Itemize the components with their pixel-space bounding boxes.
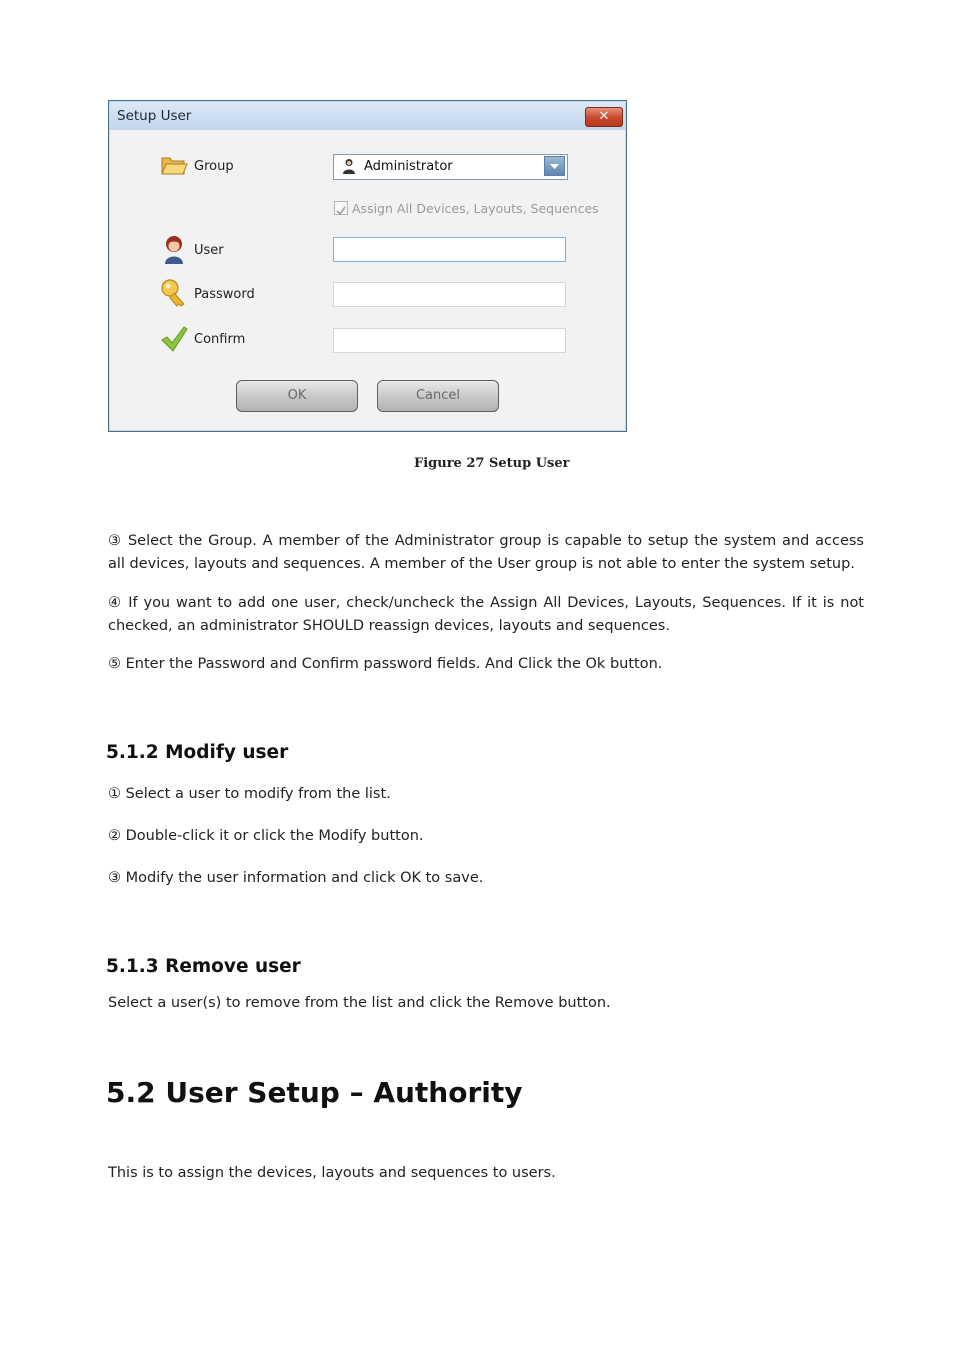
- checkmark-icon: [160, 326, 188, 352]
- folder-icon: [160, 154, 188, 176]
- modify-step-3: ③ Modify the user information and click OK to save.: [108, 870, 484, 886]
- modify-step-2: ② Double-click it or click the Modify button.: [108, 828, 424, 844]
- figure-caption: Figure 27 Setup User: [414, 456, 570, 471]
- assign-all-label: Assign All Devices, Layouts, Sequences: [352, 201, 599, 216]
- dropdown-arrow-icon[interactable]: [544, 156, 565, 176]
- step-select-group: ③ Select the Group. A member of the Administrator group is capable to setup the system and access all devices, layouts and sequences. A member of the User group is not able to enter the system setup.: [108, 533, 864, 572]
- group-label: Group: [194, 159, 234, 174]
- modify-user-heading: 5.1.2 Modify user: [106, 742, 289, 763]
- modify-step-1: ① Select a user to modify from the list.: [108, 786, 391, 802]
- remove-user-heading: 5.1.3 Remove user: [106, 956, 301, 977]
- ok-button[interactable]: OK: [236, 380, 358, 412]
- dialog-titlebar: [110, 102, 625, 130]
- checkbox-check-icon: [335, 205, 347, 217]
- key-icon: [160, 278, 188, 308]
- close-button[interactable]: [585, 107, 623, 127]
- user-icon: [162, 234, 186, 264]
- dialog-title: Setup User: [117, 108, 192, 124]
- step-assign-all: ④ If you want to add one user, check/uncheck the Assign All Devices, Layouts, Sequences. If it is not checked, an administrator SHOULD reassign devices, layouts and sequences.: [108, 595, 864, 634]
- authority-text: This is to assign the devices, layouts and sequences to users.: [108, 1165, 556, 1181]
- close-icon: ✕: [598, 109, 610, 124]
- setup-user-dialog: [108, 100, 627, 432]
- group-dropdown[interactable]: [333, 154, 568, 180]
- assign-all-checkbox[interactable]: [334, 201, 348, 215]
- password-input[interactable]: [333, 282, 566, 307]
- user-label: User: [194, 243, 224, 258]
- authority-heading: 5.2 User Setup – Authority: [106, 1076, 523, 1109]
- administrator-icon: [342, 158, 356, 174]
- remove-user-text: Select a user(s) to remove from the list and click the Remove button.: [108, 995, 611, 1011]
- group-dropdown-value: Administrator: [364, 159, 453, 174]
- confirm-label: Confirm: [194, 332, 246, 347]
- confirm-input[interactable]: [333, 328, 566, 353]
- cancel-button[interactable]: Cancel: [377, 380, 499, 412]
- user-input[interactable]: [333, 237, 566, 262]
- step-enter-password: ⑤ Enter the Password and Confirm password fields. And Click the Ok button.: [108, 656, 663, 672]
- dialog-body: [110, 130, 625, 430]
- password-label: Password: [194, 287, 255, 302]
